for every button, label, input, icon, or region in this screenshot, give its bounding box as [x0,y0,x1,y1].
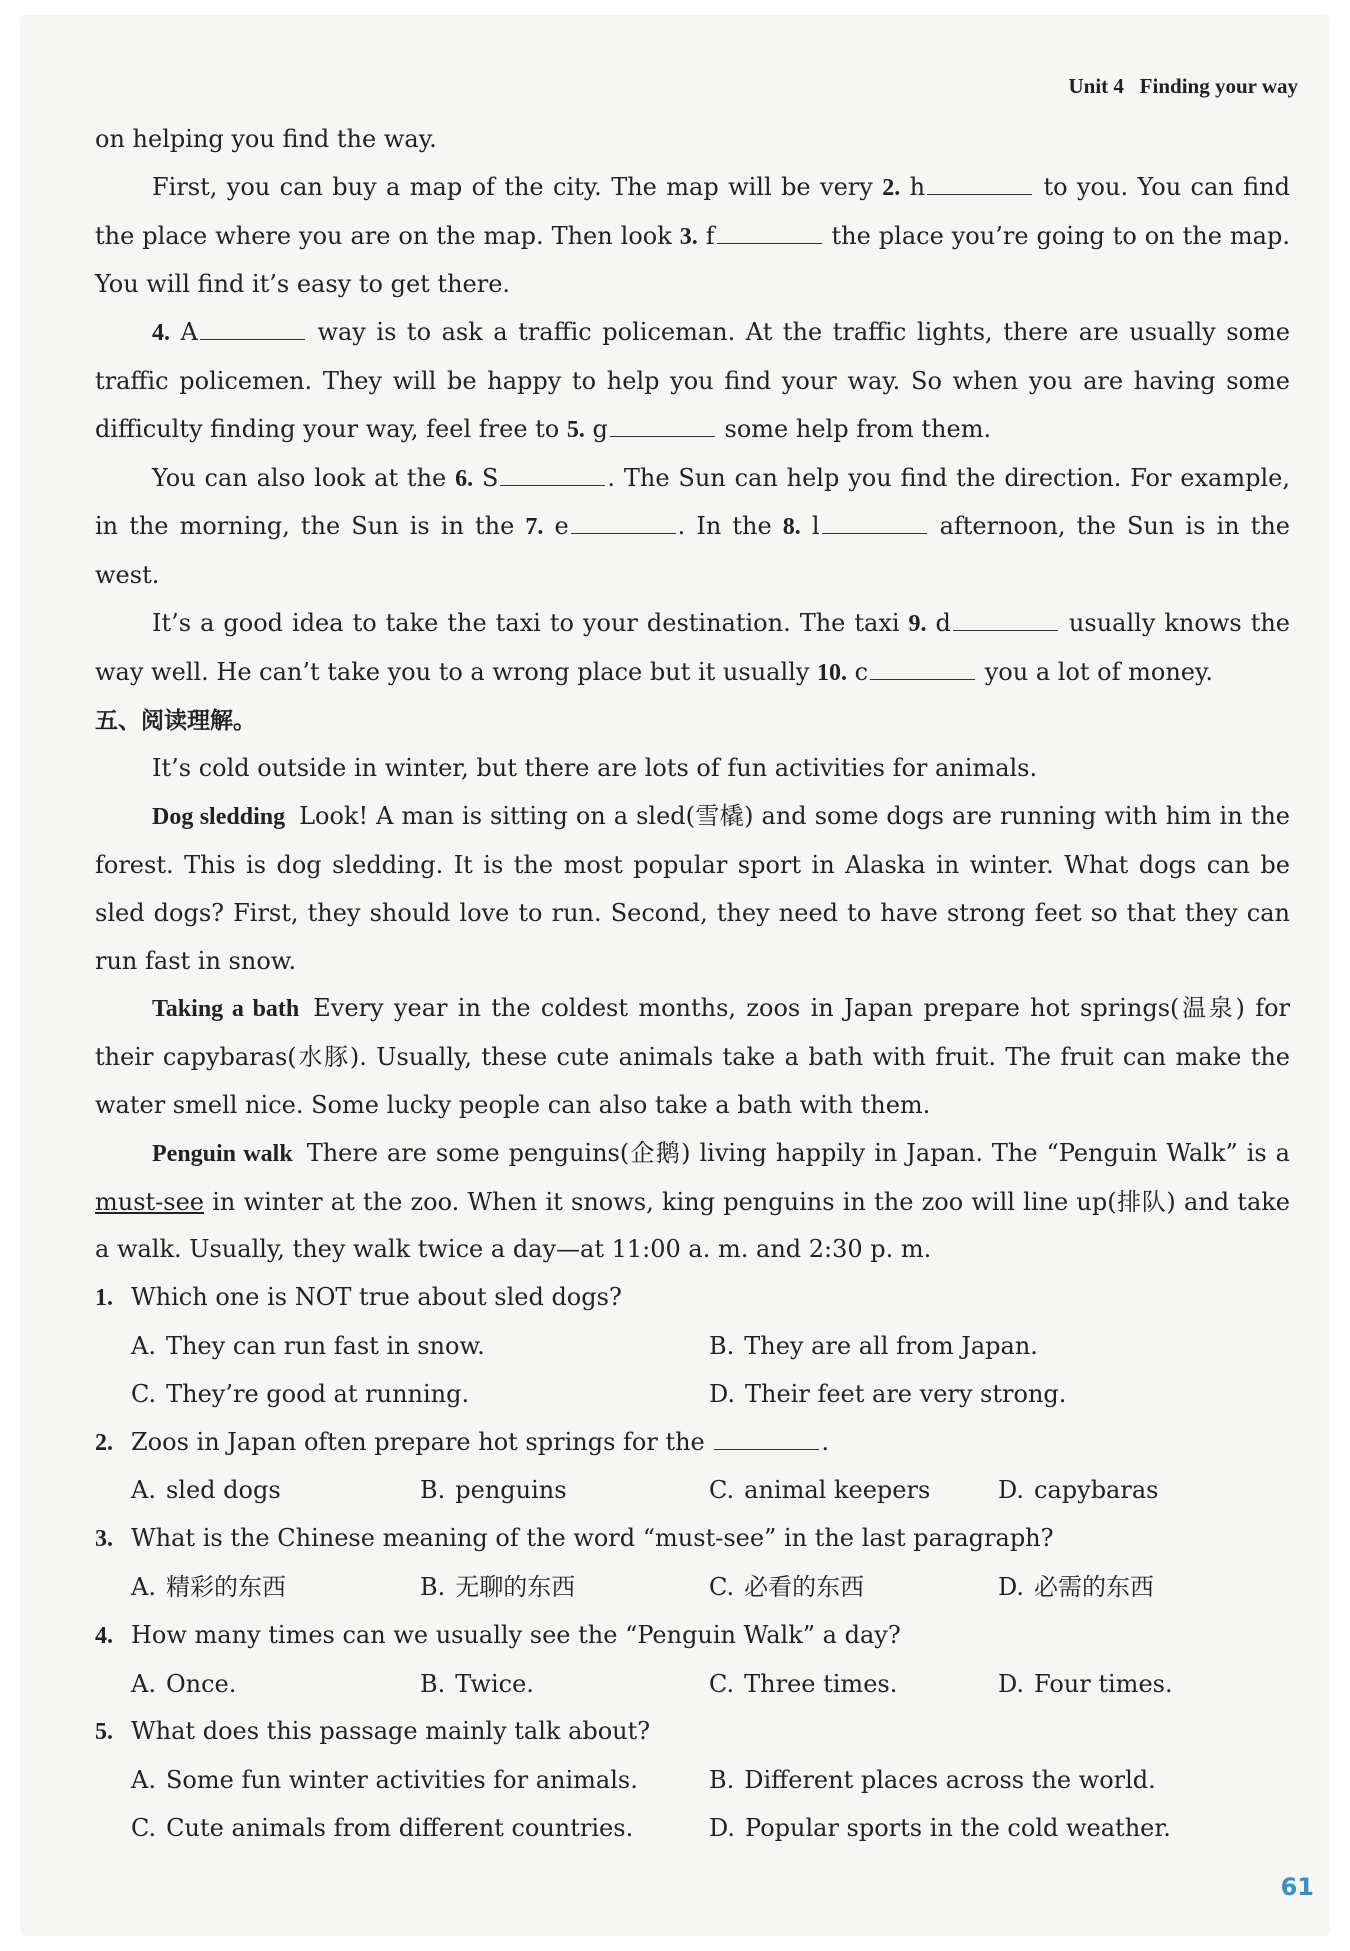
option-c[interactable] [709,1661,998,1709]
option-letter: A. [131,1476,156,1505]
option-text: sled dogs [165,1476,281,1505]
option-text: capybaras [1034,1476,1159,1505]
paragraph-text: in winter at the zoo. When it snows, king penguins in the zoo will line up(排队) and take a walk. Usually, they walk twice a day—at 11:00 a. m. and 2:30 p. m. [95,1187,1290,1264]
blank-number: 6. [455,465,474,492]
cloze-paragraph-1 [95,164,1290,309]
blank-number: 2. [882,174,901,201]
option-letter: C. [709,1476,735,1505]
cloze-paragraph-3 [95,455,1290,600]
question-5-options [95,1757,1290,1853]
option-text: Once. [165,1669,237,1698]
text-span: some help from them. [716,414,992,443]
question-number: 1. [95,1285,113,1312]
unit-title: Finding your way [1139,74,1298,98]
reading-paragraph-dog-sledding [95,793,1290,985]
option-letter: A. [131,1572,156,1601]
question-2-options [95,1467,1290,1515]
option-b[interactable] [420,1661,709,1709]
page-number: 61 [1280,1873,1314,1901]
question-text: Zoos in Japan often prepare hot springs for the [131,1427,705,1456]
option-c[interactable] [131,1371,709,1419]
option-letter: B. [709,1766,735,1795]
blank-number: 7. [525,514,544,541]
option-c[interactable] [131,1805,709,1853]
blank-number: 4. [152,320,170,347]
text-span: way is to ask a traffic policeman. At the traffic lights, there are usually some traffic policemen. They will be happy to help you find your way. So when you are having some difficulty finding your way, feel free to [95,318,1290,443]
blank-number: 3. [679,223,698,250]
cloze-paragraph-4 [95,600,1290,698]
option-d[interactable] [998,1467,1287,1515]
running-header [1068,74,1298,99]
option-text: Twice. [455,1669,534,1698]
text-span: you a lot of money. [977,657,1213,686]
option-a[interactable] [131,1467,420,1515]
option-text: They’re good at running. [166,1379,470,1408]
question-number: 4. [95,1622,113,1649]
option-letter: A. [131,1766,156,1795]
option-b[interactable] [420,1467,709,1515]
question-number: 5. [95,1719,113,1746]
option-text: penguins [455,1476,567,1505]
option-letter: B. [420,1669,446,1698]
cloze-paragraph-0: on helping you find the way. [95,125,437,153]
question-3-options [95,1564,1290,1612]
question-number: 3. [95,1526,113,1553]
text-span: to you. You can find the place where you are on the map. Then look [95,172,1290,250]
reading-paragraph-penguin-walk [95,1130,1290,1274]
question-5 [95,1708,1290,1757]
option-text: Different places across the world. [744,1766,1156,1795]
blank-number: 8. [782,514,801,541]
option-b[interactable] [709,1757,1287,1805]
blank-letter: f [697,221,715,250]
paragraph-heading: Dog sledding [152,804,286,831]
option-text: They are all from Japan. [744,1331,1038,1360]
option-letter: B. [709,1331,735,1360]
answer-blank[interactable] [953,629,1058,631]
option-letter: A. [131,1669,156,1698]
option-text: 必需的东西 [1034,1572,1155,1601]
answer-blank[interactable] [822,532,927,534]
underlined-word: must-see [95,1187,205,1216]
question-text: How many times can we usually see the “Penguin Walk” a day? [131,1620,901,1649]
option-text: Three times. [744,1669,898,1698]
option-c[interactable] [709,1467,998,1515]
option-d[interactable] [709,1371,1287,1419]
answer-blank[interactable] [571,532,676,534]
option-letter: C. [131,1379,157,1408]
option-letter: D. [998,1669,1025,1698]
option-text: animal keepers [744,1476,931,1505]
text-span: . The Sun can help you find the direction. For example, in the morning, the Sun is in the [95,463,1290,541]
option-a[interactable] [131,1661,420,1709]
option-text: Popular sports in the cold weather. [745,1813,1171,1842]
option-a[interactable] [131,1323,709,1371]
blank-letter: A [170,318,198,347]
answer-blank[interactable] [927,193,1032,195]
text-span: . In the [677,512,783,541]
paragraph-text: Every year in the coldest months, zoos in Japan prepare hot springs(温泉) for their capybaras(水豚). Usually, these cute animals take a bath with fruit. The fruit can make the water smell nice. Some lucky people can also take a bath with them. [95,994,1290,1119]
option-letter: C. [131,1813,157,1842]
paragraph-heading: Penguin walk [152,1140,293,1167]
option-text: Their feet are very strong. [745,1379,1067,1408]
answer-blank[interactable] [500,484,605,486]
option-d[interactable] [709,1805,1287,1853]
blank-letter: g [584,414,608,443]
question-text: What is the Chinese meaning of the word “must-see” in the last paragraph? [131,1524,1054,1553]
question-2 [95,1419,1290,1468]
blank-letter: h [900,172,926,201]
paragraph-text: There are some penguins(企鹅) living happily in Japan. The “Penguin Walk” is a [306,1138,1290,1167]
option-text: 无聊的东西 [455,1572,576,1601]
paragraph-heading: Taking a bath [152,996,300,1023]
option-a[interactable] [131,1564,420,1612]
option-d[interactable] [998,1564,1287,1612]
text-span: afternoon, the Sun is in the west. [95,512,1290,590]
blank-letter: c [847,657,869,686]
paragraph-text: Look! A man is sitting on a sled(雪橇) and some dogs are running with him in the forest. This is dog sledding. It is the most popular sport in Alaska in winter. What dogs can be sled dogs? First, they should love to run. Second, they need to have strong feet so that they can run fast in snow. [95,802,1291,975]
option-letter: D. [998,1476,1025,1505]
option-b[interactable] [709,1323,1287,1371]
option-text: 精彩的东西 [165,1572,286,1601]
text-span: the place you’re going to on the map. You will find it’s easy to get there. [95,221,1290,299]
option-text: 必看的东西 [744,1572,865,1601]
question-text: What does this passage mainly talk about? [131,1717,651,1746]
text-span: It’s a good idea to take the taxi to your destination. The taxi [152,608,909,637]
question-text: Which one is NOT true about sled dogs? [131,1283,622,1312]
blank-number: 9. [908,610,927,637]
question-4-options [95,1661,1290,1709]
option-text: Four times. [1034,1669,1173,1698]
option-text: Cute animals from different countries. [166,1813,634,1842]
option-letter: D. [998,1572,1025,1601]
blank-number: 5. [566,416,585,443]
unit-label: Unit 4 [1068,74,1124,98]
option-letter: D. [709,1813,736,1842]
option-letter: A. [131,1331,156,1360]
option-text: Some fun winter activities for animals. [165,1766,638,1795]
answer-blank[interactable] [610,435,715,437]
text-span: You can also look at the [152,463,456,492]
question-3 [95,1515,1290,1564]
blank-letter: d [926,608,951,637]
option-letter: B. [420,1572,446,1601]
reading-paragraph-taking-a-bath [95,985,1290,1129]
reading-intro: It’s cold outside in winter, but there are lots of fun activities for animals. [152,754,1038,783]
question-1-options [95,1323,1290,1419]
option-text: They can run fast in snow. [165,1331,485,1360]
option-letter: D. [709,1379,736,1408]
answer-blank[interactable] [200,338,305,340]
question-number: 2. [95,1429,113,1456]
option-a[interactable] [131,1757,709,1805]
blank-letter: e [543,512,569,541]
option-c[interactable] [709,1564,998,1612]
blank-letter: l [800,512,820,541]
answer-blank[interactable] [870,678,975,680]
option-b[interactable] [420,1564,709,1612]
text-span: First, you can buy a map of the city. The map will be very [152,172,883,201]
text-span: usually knows the way well. He can’t take you to a wrong place but it usually [95,608,1290,686]
blank-number: 10. [817,659,848,686]
question-4 [95,1612,1290,1661]
section-title: 五、阅读理解。 [95,707,256,734]
question-tail: . [821,1427,830,1456]
question-1 [95,1274,1290,1323]
page-content [95,116,1290,1853]
option-d[interactable] [998,1661,1287,1709]
option-letter: C. [709,1572,735,1601]
answer-blank[interactable] [714,1448,819,1450]
option-letter: B. [420,1476,446,1505]
cloze-paragraph-2 [95,309,1290,454]
option-letter: C. [709,1669,735,1698]
blank-letter: S [473,463,499,492]
answer-blank[interactable] [717,242,822,244]
